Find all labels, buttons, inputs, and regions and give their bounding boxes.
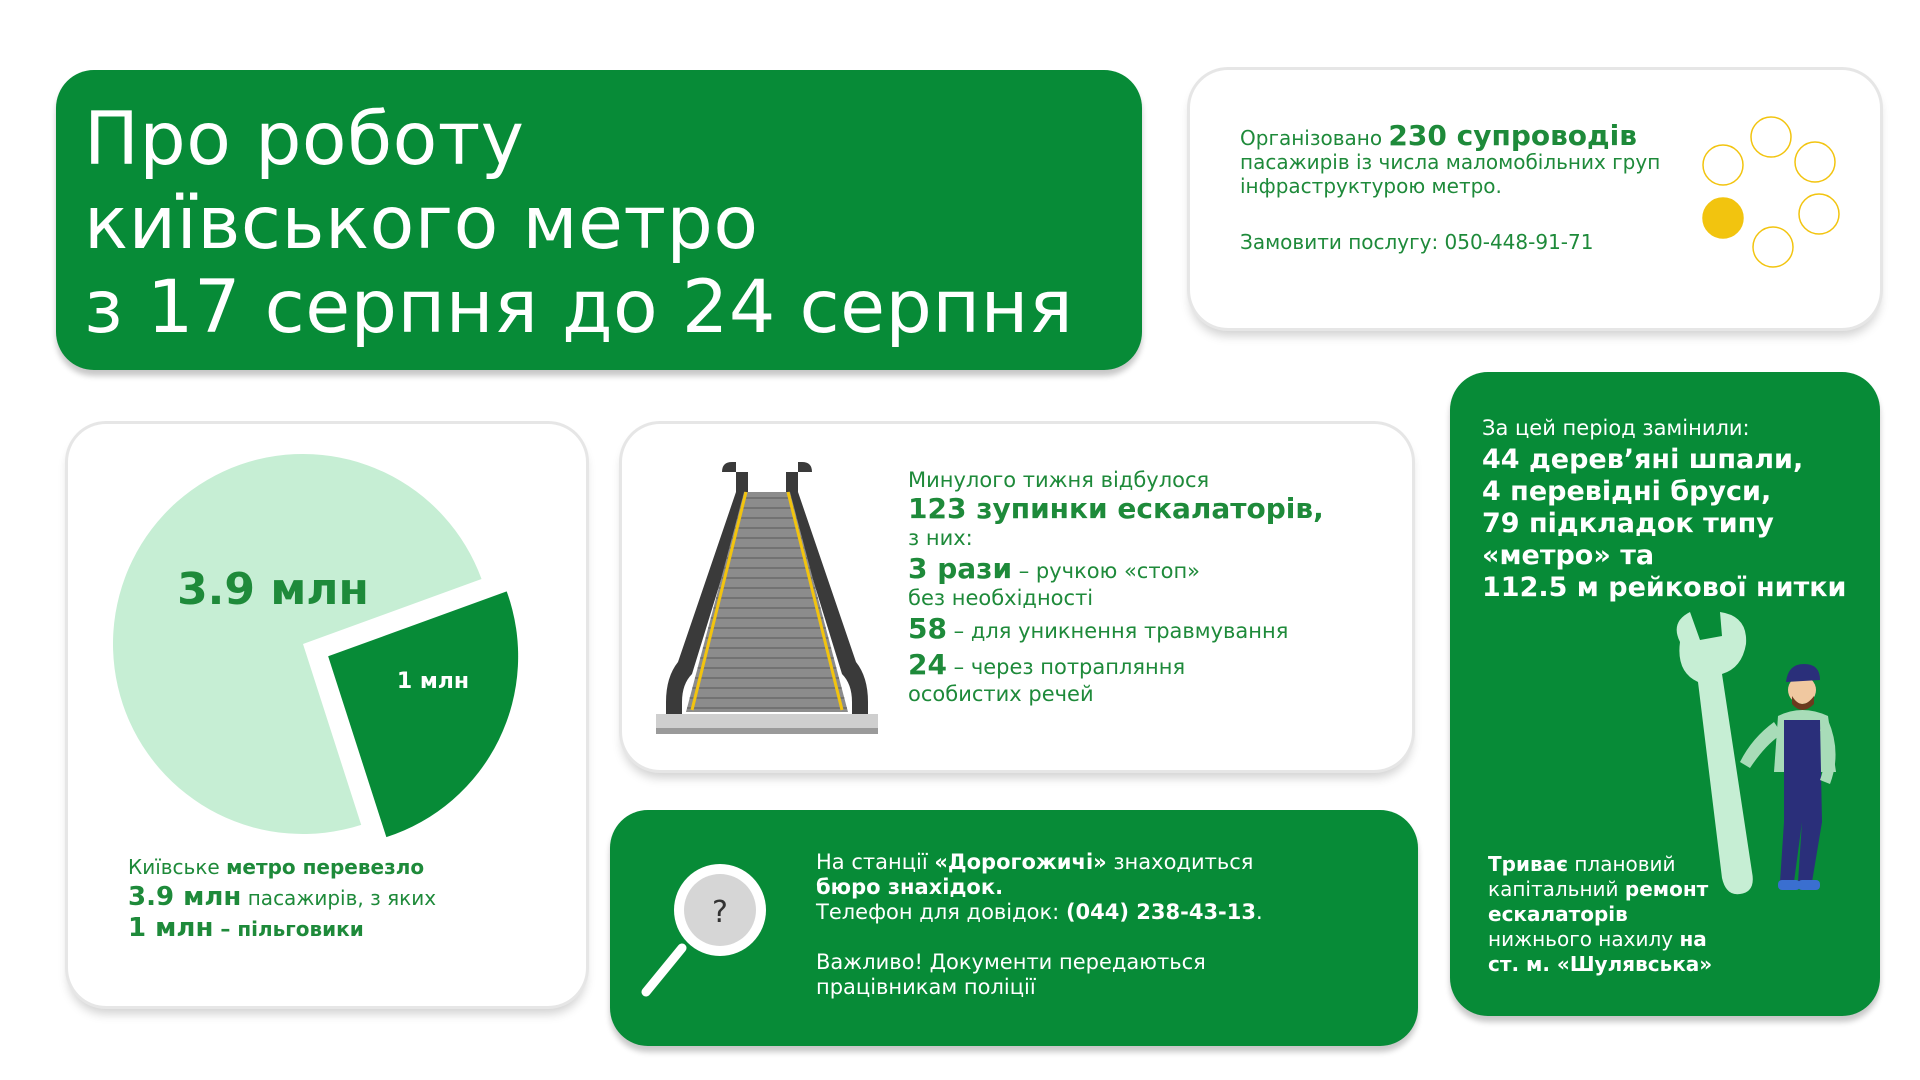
- passengers-l1a: Київське: [128, 855, 227, 879]
- passengers-l3b: – пільговики: [213, 917, 364, 941]
- page-title: [84, 98, 1073, 350]
- lost-l1c: знаходиться: [1106, 850, 1254, 874]
- lost-l1a: На станції: [816, 850, 935, 874]
- repair-n2b: ремонт: [1624, 877, 1709, 901]
- dots-icon: [1695, 115, 1845, 275]
- title-line-1: Про роботу: [84, 97, 525, 182]
- repair-item-3: 79 підкладок типу: [1482, 508, 1774, 539]
- repair-item-2: 4 перевідні бруси,: [1482, 476, 1772, 507]
- lost-l3a: Телефон для довідок:: [816, 900, 1066, 924]
- esc-intro: Минулого тижня відбулося: [908, 468, 1210, 492]
- lost-l4: Важливо! Документи передаються: [816, 950, 1206, 974]
- esc-r1-text: – ручкою «стоп»: [1012, 559, 1201, 583]
- esc-r2-num: 58: [908, 612, 947, 645]
- esc-sub: з них:: [908, 526, 973, 550]
- esc-r1-text2: без необхідності: [908, 586, 1094, 610]
- lost-l2: бюро знахідок.: [816, 875, 1004, 899]
- repair-n1b: плановий: [1567, 852, 1676, 876]
- lost-l5: працівникам поліції: [816, 975, 1036, 999]
- pie-label-small: 1 млн: [396, 669, 470, 694]
- escort-text: [1240, 119, 1720, 198]
- title-card: [56, 70, 1142, 370]
- repair-item-5: 112.5 м рейкової нитки: [1482, 572, 1847, 603]
- repair-item-1: 44 дерев’яні шпали,: [1482, 444, 1804, 475]
- title-line-3: з 17 серпня до 24 серпня: [84, 265, 1074, 350]
- escort-card: [1190, 70, 1880, 328]
- lost-l1b: «Дорогожичі»: [934, 850, 1107, 874]
- repair-n5: ст. м. «Шулявська»: [1488, 952, 1713, 976]
- lost-phone: (044) 238-43-13: [1065, 900, 1256, 924]
- escort-prefix: Організовано: [1240, 126, 1389, 150]
- escalator-card: [622, 424, 1412, 770]
- esc-r3-num: 24: [908, 648, 947, 681]
- escort-phone: Замовити послугу: 050-448-91-71: [1240, 230, 1594, 254]
- esc-r1-num: 3 рази: [908, 552, 1013, 585]
- magnifier-icon: [640, 852, 780, 1002]
- passengers-l2a: 3.9 млн: [128, 882, 242, 912]
- repair-n4b: на: [1679, 927, 1707, 951]
- pie-label-big: 3.9 млн: [177, 564, 369, 615]
- escalator-icon: [652, 452, 882, 742]
- lost-found-text: [816, 850, 1376, 1000]
- passengers-l1b: метро перевезло: [226, 855, 425, 879]
- repair-text: [1482, 412, 1862, 604]
- lost-found-card: [610, 810, 1418, 1046]
- escort-highlight: 230 супроводів: [1388, 119, 1637, 152]
- passengers-pie-chart: [98, 444, 568, 844]
- repair-n4a: нижнього нахилу: [1488, 927, 1680, 951]
- lost-l3c: .: [1256, 900, 1263, 924]
- repair-item-4: «метро» та: [1482, 540, 1655, 571]
- esc-headline: 123 зупинки ескалаторів,: [908, 492, 1324, 525]
- esc-r3-text2: особистих речей: [908, 682, 1094, 706]
- repair-note: [1488, 852, 1748, 977]
- repair-card: [1450, 372, 1880, 1016]
- escalator-text: [908, 468, 1388, 706]
- question-mark: ?: [712, 895, 728, 930]
- esc-r3-text: – через потрапляння: [946, 655, 1186, 679]
- esc-r2-text: – для уникнення травмування: [946, 619, 1289, 643]
- passengers-l3a: 1 млн: [128, 913, 214, 943]
- repair-n2a: капітальний: [1488, 877, 1625, 901]
- pie-slice-benefits: [328, 591, 518, 837]
- repair-intro: За цей період замінили:: [1482, 416, 1750, 440]
- title-line-2: київського метро: [84, 181, 759, 266]
- passengers-text: [128, 852, 436, 944]
- passengers-card: [68, 424, 586, 1006]
- repair-n1a: Триває: [1488, 852, 1568, 876]
- passengers-l2b: пасажирів, з яких: [241, 886, 437, 910]
- repair-n3: ескалаторів: [1488, 902, 1628, 926]
- escort-rest: пасажирів із числа маломобільних груп інфраструктурою метро.: [1240, 150, 1661, 198]
